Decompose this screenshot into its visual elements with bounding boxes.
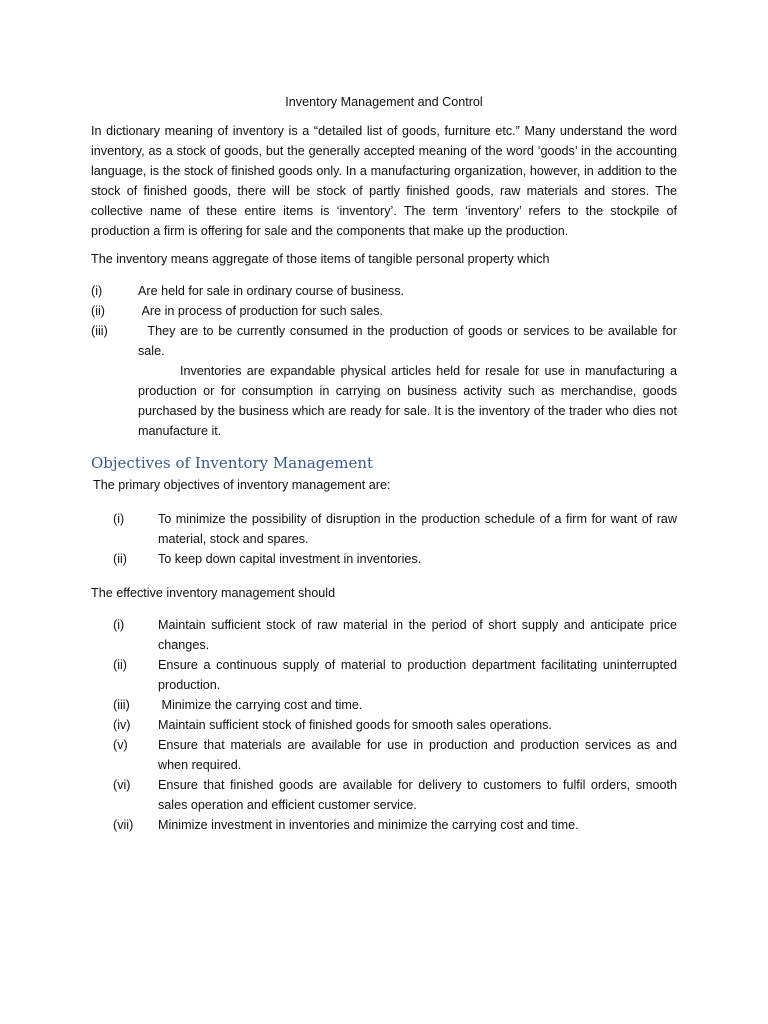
objectives-lead: The primary objectives of inventory management are: bbox=[93, 478, 391, 492]
list-item bbox=[113, 775, 677, 815]
document-title: Inventory Management and Control bbox=[285, 95, 483, 109]
effective-lead: The effective inventory management should bbox=[91, 586, 336, 600]
list-item bbox=[91, 301, 677, 321]
list-item bbox=[91, 281, 677, 301]
list-item bbox=[113, 509, 677, 549]
list-number: (vi) bbox=[113, 778, 131, 792]
expandable-paragraph: Inventories are expandable physical articles held for resale for use in manufacturing a production or for consumption in carrying on business activity such as merchandise, goods purchased by the business which are ready for sale. It is the inventory of the trader who dies not manufacture it. bbox=[138, 364, 677, 438]
list-number: (ii) bbox=[113, 552, 127, 566]
list-number: (ii) bbox=[91, 304, 105, 318]
list-item bbox=[113, 815, 677, 835]
objectives-list bbox=[113, 509, 677, 569]
list-text: Minimize the carrying cost and time. bbox=[158, 698, 363, 712]
list-text: Maintain sufficient stock of finished goods for smooth sales operations. bbox=[158, 718, 552, 732]
list-number: (v) bbox=[113, 738, 128, 752]
list-number: (iii) bbox=[91, 324, 108, 338]
list-item bbox=[113, 655, 677, 695]
list-text: Are held for sale in ordinary course of business. bbox=[138, 284, 405, 298]
list-item bbox=[113, 549, 677, 569]
list-number: (i) bbox=[113, 512, 125, 526]
list-item bbox=[113, 695, 677, 715]
list-item bbox=[113, 715, 677, 735]
list-text: Ensure a continuous supply of material to production department facilitating uninterrupted production. bbox=[158, 658, 677, 692]
list-number: (vii) bbox=[113, 818, 134, 832]
aggregate-list bbox=[91, 281, 681, 361]
effective-list bbox=[113, 615, 677, 835]
intro-paragraph: In dictionary meaning of inventory is a “detailed list of goods, furniture etc.” Many understand the word inventory, as a stock of goods, but the generally accepted meaning of the word ‘goods’ in the accounting language, is the stock of finished goods only. In a manufacturing organization, however, in addition to the stock of finished goods, there will be stock of partly finished goods, raw materials and stores. The collective name of these entire items is ‘inventory’. The term ‘inventory’ refers to the stockpile of production a firm is offering for sale and the components that make up the production. bbox=[91, 124, 677, 238]
list-item bbox=[113, 735, 677, 775]
objectives-heading: Objectives of Inventory Management bbox=[91, 454, 374, 472]
list-number: (i) bbox=[91, 284, 103, 298]
aggregate-lead: The inventory means aggregate of those items of tangible personal property which bbox=[91, 252, 550, 266]
list-text: To minimize the possibility of disruption in the production schedule of a firm for want of raw material, stock and spares. bbox=[158, 512, 677, 546]
list-number: (iv) bbox=[113, 718, 131, 732]
list-text: They are to be currently consumed in the production of goods or services to be available for sale. bbox=[138, 324, 681, 358]
list-text: To keep down capital investment in inventories. bbox=[158, 552, 422, 566]
list-text: Ensure that materials are available for use in production and production services as and when required. bbox=[158, 738, 677, 772]
list-number: (ii) bbox=[113, 658, 127, 672]
list-item bbox=[91, 321, 681, 361]
list-text: Minimize investment in inventories and minimize the carrying cost and time. bbox=[158, 818, 579, 832]
list-number: (iii) bbox=[113, 698, 130, 712]
list-text: Maintain sufficient stock of raw material in the period of short supply and anticipate price changes. bbox=[158, 618, 677, 652]
list-text: Are in process of production for such sales. bbox=[138, 304, 384, 318]
list-text: Ensure that finished goods are available for delivery to customers to fulfil orders, smooth sales operation and efficient customer service. bbox=[158, 778, 677, 812]
list-number: (i) bbox=[113, 618, 125, 632]
list-item bbox=[113, 615, 677, 655]
